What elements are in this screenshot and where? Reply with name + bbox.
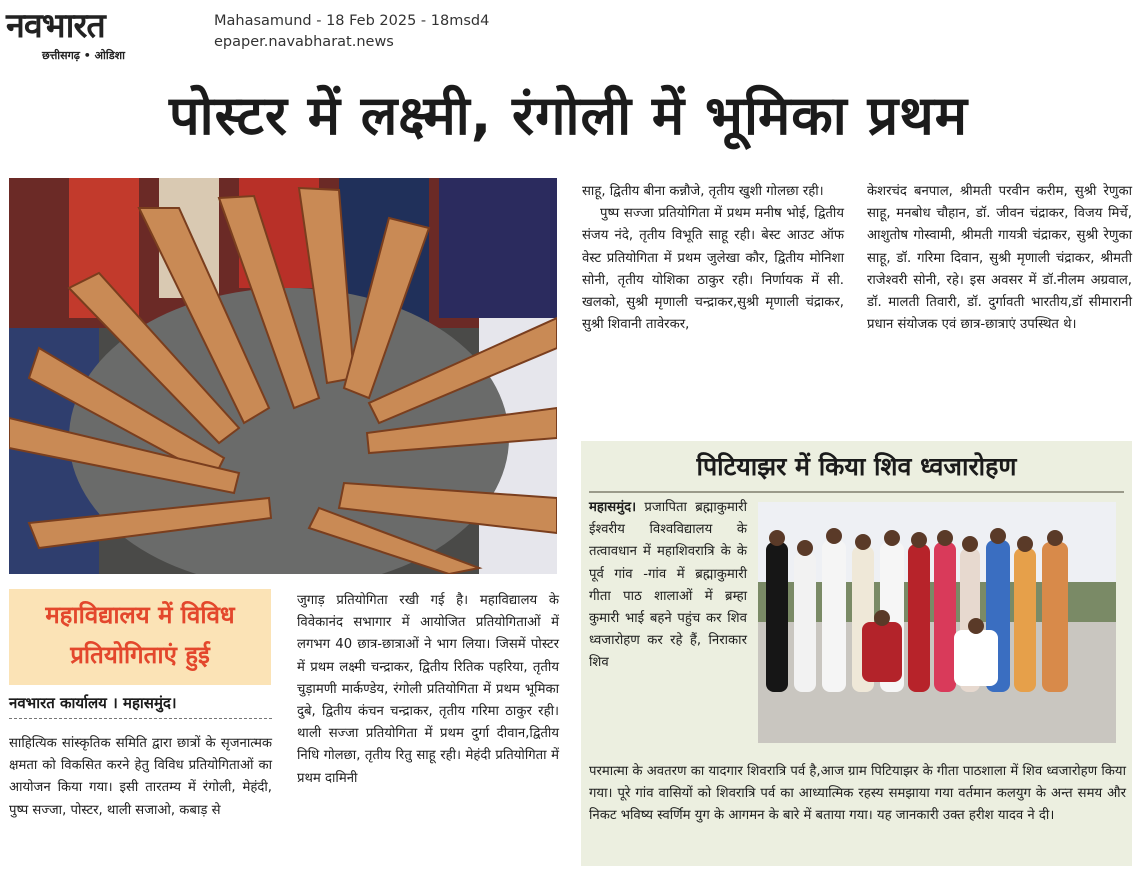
subhead-box (9, 589, 271, 685)
group-photo-graphic (758, 502, 1116, 743)
byline-divider (9, 718, 272, 719)
shiv-dateline: महासमुंद। (589, 500, 637, 515)
shiv-headline-divider (589, 491, 1124, 493)
shiv-body-continued: परमात्मा के अवतरण का यादगार शिवरात्रि पर्व है,आज ग्राम पिटियाझर के गीता पाठशाला में शिव ध्वजारोहण किया गया। पूरे गांव वासियों को शिवरात्रि पर्व का आध्यात्मिक रहस्य समझाया गया वर्तमान कलयुग के अन्त समय और निकट भविष्य स्वर्णिम युग के आगमन के बारे में बताया गया। यह जानकारी उक्त हरीश यादव ने दी। (589, 764, 1126, 824)
article-paragraph: जुगाड़ प्रतियोगिता रखी गई है। महाविद्यालय के विवेकानंद सभागार में आयोजित प्रतियोगिताओं में लगभग 40 छात्र-छात्राओं ने भाग लिया। जिसमें पोस्टर में प्रथम लक्ष्मी चन्द्राकर, द्वितीय रितिक पहरिया, तृतीय चुड़ामणी मार्कण्डेय, रंगोली प्रतियोगिता में प्रथम भूमिका दुबे, द्वितीय कंचन चन्द्राकर, तृतीय गरिमा ठाकुर रही। थाली सज्जा प्रतियोगिता में प्रथम दुर्गा दीवान,द्वितीय निधि गोलछा, तृतीय रितु साहू रही। मेहंदी प्रतियोगिता में प्रथम दामिनी (297, 593, 559, 786)
article-column-3 (867, 181, 1132, 336)
article-paragraph: साहित्यिक सांस्कृतिक समिति द्वारा छात्रों के सृजनात्मक क्षमता को विकसित करने हेतु विविध प्रतियोगिताओं का आयोजन किया गया। इसी तारतम्य में रंगोली, मेहंदी, पुष्प सज्जा, पोस्टर, थाली सजाओ, कबाड़ से (9, 736, 272, 818)
group-photo (758, 502, 1116, 743)
edition-line: Mahasamund - 18 Feb 2025 - 18msd4 (214, 13, 490, 29)
article-paragraph: पुष्प सज्जा प्रतियोगिता में प्रथम मनीष भोई, द्वितीय संजय नंदे, तृतीय विभूति साहू रही। बेस्ट आउट ऑफ वेस्ट प्रतियोगिता में प्रथम जुलेखा कौर, द्वितीय मोनिशा सोनी, तृतीय योशिका ठाकुर रही। निर्णायक में सी. खलको, सुश्री मृणाली चन्द्राकर,सुश्री मृणाली चंद्राकर, सुश्री शिवानी तावेरकर, (582, 206, 844, 333)
article-paragraph: साहू, द्वितीय बीना कन्नौजे, तृतीय खुशी गोलछा रही। (582, 184, 824, 199)
article-paragraph: केशरचंद बनपाल, श्रीमती परवीन करीम, सुश्री रेणुका साहू, मनबोध चौहान, डॉ. जीवन चंद्राकर, विजय मिर्चे, आशुतोष गोस्वामी, श्रीमती गायत्री चंद्राकर, सुश्री रेणुका साहू, डॉ. गरिमा दिवान, सुश्री मृणाली चंद्राकर, श्रीमती राजेश्वरी सोनी, रहे। इस अवसर में डॉ.नीलम अग्रवाल, डॉ. मालती तिवारी, डॉ. दुर्गावती भारतीय,डॉ सीमारानी प्रधान संयोजक एवं छात्र-छात्राएं उपस्थित थे। (867, 184, 1132, 333)
shiv-news-box (581, 441, 1132, 866)
shiv-headline: पिटियाझर में किया शिव ध्वजारोहण (696, 452, 1017, 481)
site-link[interactable]: epaper.navabharat.news (214, 34, 394, 50)
article-subhead: महाविद्यालय में विविध प्रतियोगिताएं हुई (45, 601, 235, 669)
shiv-column (589, 497, 747, 675)
edition-meta (214, 11, 489, 53)
article-column-2 (582, 181, 844, 336)
shiv-body: प्रजापिता ब्रह्माकुमारी ईश्वरीय विश्वविद्यालय के तत्वावधान में महाशिवरात्रि के के पूर्व गांव -गांव में ब्रह्माकुमारी गीता पाठ शालाओं में ब्रम्हा कुमारी भाई बहने पहुंच कर शिव ध्वजारोहण कर रहे हैं, निराकार शिव (589, 500, 747, 671)
newspaper-logo[interactable] (6, 6, 196, 62)
article-column-1 (9, 733, 272, 822)
main-headline: पोस्टर में लक्ष्मी, रंगोली में भूमिका प्रथम (168, 84, 969, 147)
mehendi-photo-graphic (9, 178, 557, 574)
logo-region: छत्तीसगढ़ • ओडिशा (42, 49, 125, 62)
mehendi-hands-photo (9, 178, 557, 574)
article-column-mid (297, 590, 559, 790)
article-byline: नवभारत कार्यालय । महासमुंद। (9, 694, 177, 712)
masthead (0, 0, 1137, 66)
logo-wordmark: नवभारत (6, 6, 105, 46)
